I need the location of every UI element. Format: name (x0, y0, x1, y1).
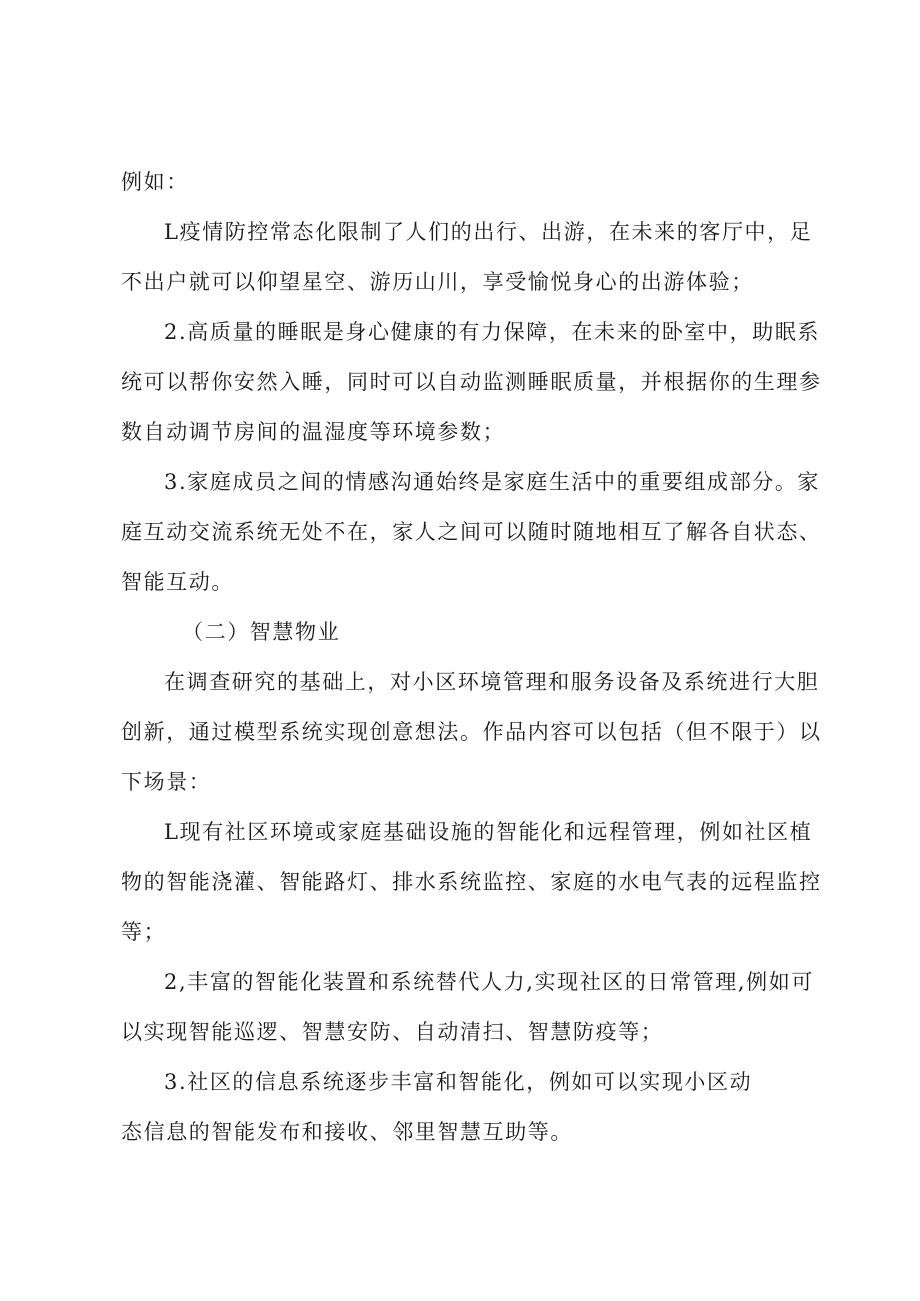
s1-item2-line2: 统可以帮你安然入睡，同时可以自动监测睡眠质量，并根据你的生理参 (121, 370, 822, 394)
intro-text: 例如： (121, 170, 189, 194)
s2-item2-line2: 以实现智能巡逻、智慧安防、自动清扫、智慧防疫等； (121, 1020, 664, 1044)
s1-item1-line1: L疫情防控常态化限制了人们的出行、出游，在未来的客厅中，足 (164, 220, 813, 244)
s1-item2-line3: 数自动调节房间的温湿度等环境参数； (121, 420, 506, 444)
s1-item3-line2: 庭互动交流系统无处不在，家人之间可以随时随地相互了解各自状态、 (121, 520, 822, 544)
s1-item2-line1: 2.高质量的睡眠是身心健康的有力保障，在未来的卧室中，助眠系 (164, 320, 821, 344)
s2-item1-line3: 等； (121, 920, 167, 944)
s1-item3-line3: 智能互动。 (121, 570, 234, 594)
s1-item1-line2: 不出户就可以仰望星空、游历山川，享受愉悦身心的出游体验； (121, 270, 754, 294)
s2-item1-line1: L现有社区环境或家庭基础设施的智能化和远程管理，例如社区植 (164, 820, 813, 844)
s2-item3-line2: 态信息的智能发布和接收、邻里智慧互助等。 (121, 1120, 573, 1144)
s2-intro-line3: 下场景： (121, 770, 212, 794)
s2-intro-line1: 在调查研究的基础上，对小区环境管理和服务设备及系统进行大胆 (164, 670, 820, 694)
s1-item3-line1: 3.家庭成员之间的情感沟通始终是家庭生活中的重要组成部分。家 (164, 470, 821, 494)
s2-intro-line2: 创新，通过模型系统实现创意想法。作品内容可以包括（但不限于）以 (121, 720, 822, 744)
s2-item3-line1: 3.社区的信息系统逐步丰富和智能化，例如可以实现小区动 (164, 1070, 753, 1094)
s2-item2-line1: 2,丰富的智能化装置和系统替代人力,实现社区的日常管理,例如可 (164, 970, 814, 994)
section2-heading: （二）智慧物业 (182, 620, 341, 644)
s2-item1-line2: 物的智能浇灌、智能路灯、排水系统监控、家庭的水电气表的远程监控 (121, 870, 822, 894)
